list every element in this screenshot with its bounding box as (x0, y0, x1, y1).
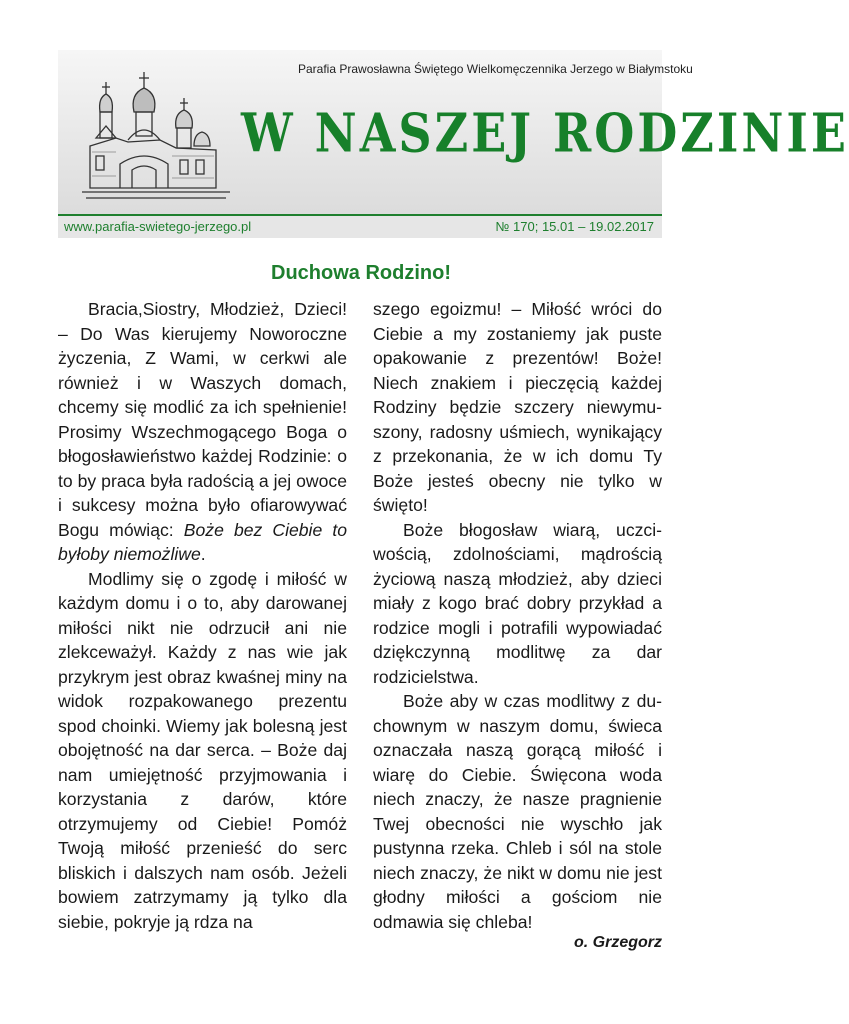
masthead-banner (58, 50, 849, 214)
info-bar (58, 216, 662, 238)
paragraph-2-continued: szego egoizmu! – Miłość wróci do Ciebie a my zostaniemy jak puste opakowanie z prezentów! Boże! Niech znakiem i pieczęcią każdej Rodziny będzie szczery niewymuszony, radosny uśmiech, wynikający z przekonania, że w ich domu Ty Boże jesteś obecny nie tylko w święto! (373, 299, 662, 515)
paragraph-2: Modlimy się o zgodę i miłość w każdym domu i o to, aby darowanej miłości nikt nie odrzucił ani nie zlekceważył. Każdy z nas wie jak przykrym jest obraz kwaśnej miny na widok rozpakowanego prezentu spod choinki. Wiemy jak bolesną jest obojętność na dar serca. – Boże daj nam umiejętność przyjmowania i korzystania z darów, które otrzymujemy od Ciebie! Pomóż Twoją miłość przenieść do serc bliskich i dalszych nam osób. Jeżeli bowiem zatrzymamy ją tylko dla siebie, pokryje ją rdza na (58, 568, 347, 932)
paragraph-3: Boże błogosław wiarą, uczciwością, zdolnościami, mądrością życiową naszą młodzież, aby dzieci miały z kogo brać dobry przykład a rodzice mogli i potrafili wypowiadać dziękczynną modlitwę za dar rodzicielstwa. (373, 519, 662, 687)
article-column-left (58, 297, 347, 934)
article-title: Duchowa Rodzino! (271, 262, 451, 284)
paragraph-1-italic: Boże bez Ciebie to byłoby niemożliwe (58, 519, 348, 564)
paragraph-1-text: Bracia,Siostry, Młodzież, Dzieci! – Do Was kierujemy Noworoczne życzenia, Z Wami, w cerkwi ale również i w Waszych domach, chcemy się modlić za ich spełnienie! Prosimy Wszechmogącego Boga o błogosławieństwo każdej Rodzinie: o to by praca była radością a jej owoce i sukcesy można było ofiarowywać Bogu mówiąc: (58, 299, 347, 540)
article-column-right (373, 297, 662, 934)
website-link[interactable]: www.parafia-swietego-jerzego.pl (64, 219, 252, 234)
church-illustration (76, 68, 238, 208)
issue-number: № 170; 15.01 – 19.02.2017 (495, 219, 654, 234)
paragraph-4: Boże aby w czas modlitwy z duchownym w naszym domu, świeca oznaczała naszą gorącą miłość i wiarę do Ciebie. Święcona woda niech znaczy, że nasze pragnienie Twej obecności nie wyschło jak pustynna rzeka. Chleb i sól na stole niech znaczy, że nikt w domu nie jest głodny miłości a gościom nie odmawia się chleba! (373, 691, 662, 932)
author-signature: o. Grzegorz (573, 934, 662, 951)
paragraph-1-end: . (200, 544, 206, 564)
paragraph-1 (58, 297, 347, 567)
parish-name: Parafia Prawosławna Świętego Wielkomęczennika Jerzego w Białymstoku (298, 62, 693, 76)
newsletter-title: W NASZEJ RODZINIE (241, 102, 849, 165)
